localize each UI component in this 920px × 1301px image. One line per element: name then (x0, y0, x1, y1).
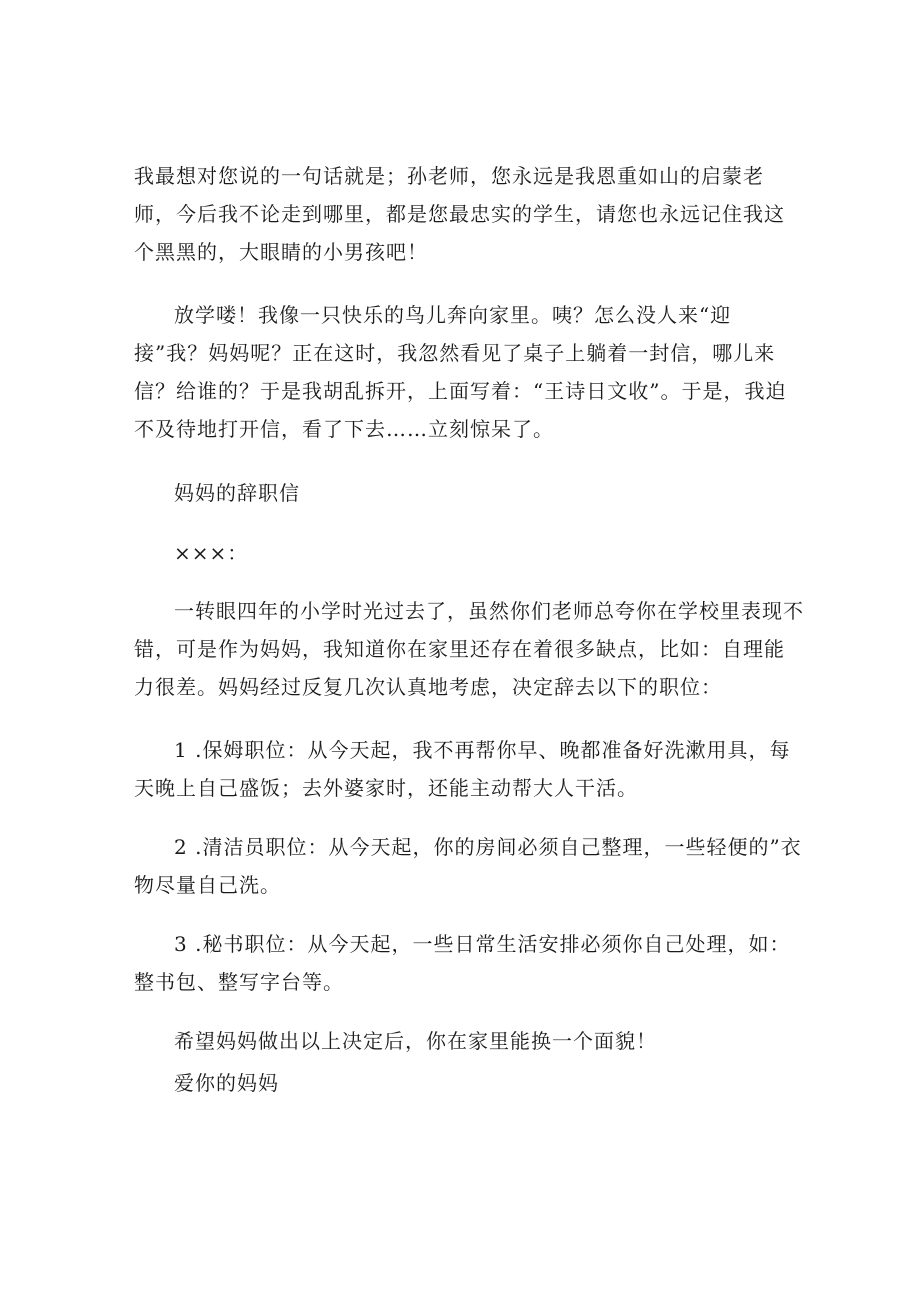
letter-signature: 爱你的妈妈 (174, 1071, 279, 1095)
paragraph-after-school: 放学喽！我像一只快乐的鸟儿奔向家里。咦？怎么没人来“迎接”我？妈妈呢？正在这时，我忽然看见了桌子上躺着一封信，哪儿来信？给谁的？于是我胡乱拆开，上面写着：“王诗日文收”。于是，我迫不及待地打开信，看了下去……立刻惊呆了。 (134, 303, 787, 441)
list-item-secretary: 3 .秘书职位：从今天起，一些日常生活安排必须你自己处理，如：整书包、整写字台等。 (134, 932, 791, 994)
paragraph-thanks-teacher: 我最想对您说的一句话就是；孙老师，您永远是我恩重如山的启蒙老师，今后我不论走到哪里，都是您最忠实的学生，请您也永远记住我这个黑黑的，大眼睛的小男孩吧！ (134, 164, 785, 264)
list-item-cleaner: 2 .清洁员职位：从今天起，你的房间必须自己整理，一些轻便的”衣物尽量自己洗。 (134, 835, 802, 897)
paragraph-letter-body: 一转眼四年的小学时光过去了，虽然你们老师总夸你在学校里表现不错，可是作为妈妈，我知道你在家里还存在着很多缺点，比如：自理能力很差。妈妈经过反复几次认真地考虑，决定辞去以下的职位： (134, 599, 804, 699)
letter-salutation: ×××： (174, 541, 249, 565)
letter-closing: 希望妈妈做出以上决定后，你在家里能换一个面貌！ (174, 1029, 657, 1053)
letter-title: 妈妈的辞职信 (174, 481, 300, 505)
list-item-nanny: 1 .保姆职位：从今天起，我不再帮你早、晚都准备好洗漱用具，每天晚上自己盛饭；去外婆家时，还能主动帮大人干活。 (134, 738, 791, 800)
